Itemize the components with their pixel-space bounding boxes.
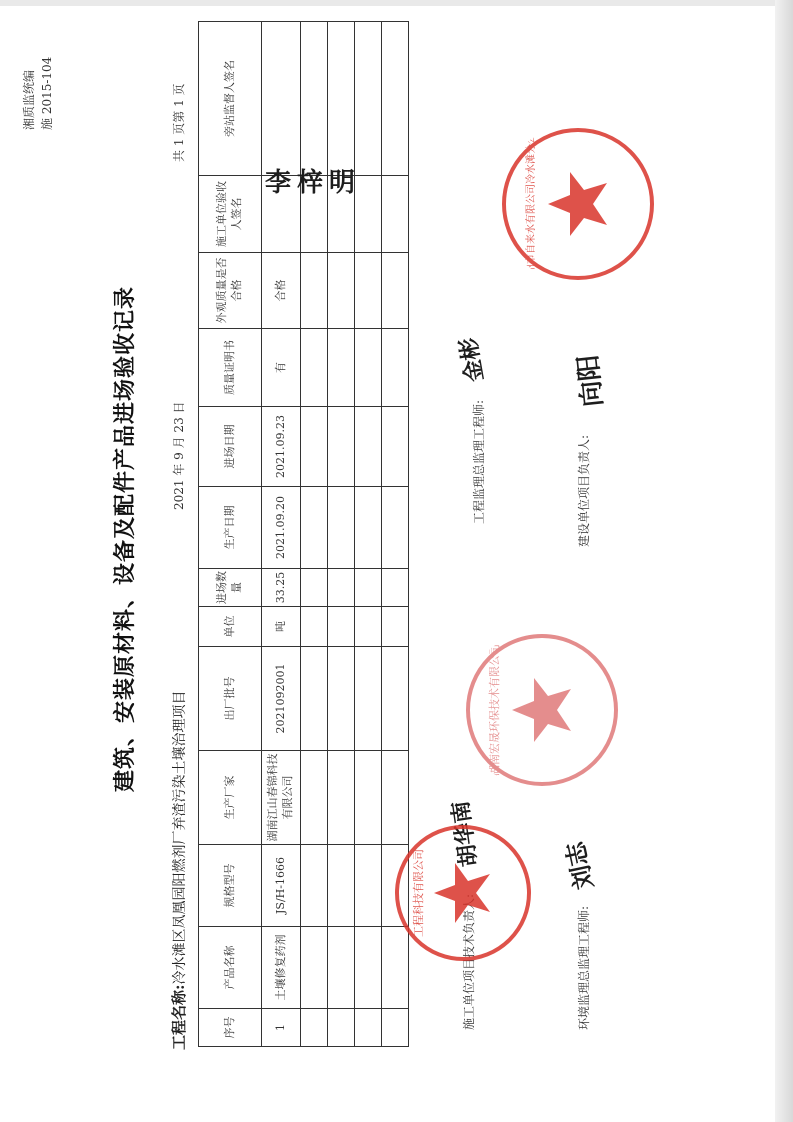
chief-supervisor-label: 工程监理总监理工程师: [472, 399, 486, 524]
header-unit: 单位 [199, 607, 262, 647]
owner-manager-signature: 向阳 [573, 353, 609, 409]
cell-appearance: 合格 [262, 253, 301, 329]
project-label: 工程名称: [170, 984, 188, 1050]
project-name: 冷水滩区凤凰园阳燃剂厂弃渣污染土壤治理项目 [172, 690, 188, 985]
header-entry-date: 进场日期 [199, 407, 262, 487]
stamp-star-icon [548, 172, 607, 236]
chief-supervisor-signature: 金彬 [456, 335, 489, 384]
construction-company-stamp [392, 822, 534, 964]
cell-batch: 2021092001 [262, 647, 301, 751]
form-code-line1: 湘质监统编 [22, 69, 36, 130]
supervisor-signature: 李梓明 [265, 168, 362, 198]
page-info: 共 1 页第 1 页 [172, 83, 186, 162]
header-receiver-signature: 施工单位验收人签名 [199, 176, 262, 253]
page-title: 建筑、安装原材料、设备及配件产品进场验收记录 [112, 285, 138, 792]
cell-quantity: 33.25 [262, 569, 301, 607]
cell-quality-cert: 有 [262, 329, 301, 407]
owner-manager-label: 建设单位项目负责人: [577, 434, 591, 547]
stamp3-text: 永州市自来水有限公司冷水滩分公司 [526, 124, 537, 284]
record-date: 2021 年 9 月 23 日 [172, 401, 186, 510]
form-code-line2: 施 2015-104 [40, 56, 54, 130]
header-model: 规格型号 [199, 845, 262, 927]
cell-production-date: 2021.09.20 [262, 487, 301, 569]
construction-manager-label: 施工单位项目技术负责人: [462, 893, 476, 1030]
cell-supervisor-signature [262, 22, 301, 176]
project-name-row [168, 690, 189, 1050]
cell-seq: 1 [262, 1009, 301, 1047]
table-header-row [199, 22, 262, 1047]
cell-model: JS/H-1666 [262, 845, 301, 927]
header-batch: 出厂批号 [199, 647, 262, 751]
cell-unit: 吨 [262, 607, 301, 647]
header-supervisor-signature: 旁站监督人签名 [199, 22, 262, 176]
stamp2-text: 湖南宏晟环保技术有限公司 [488, 644, 501, 776]
stamp-star-icon [434, 863, 490, 923]
header-production-date: 生产日期 [199, 487, 262, 569]
cell-product-name: 土壤修复药剂 [262, 927, 301, 1009]
header-quantity: 进场数量 [199, 569, 262, 607]
header-product-name: 产品名称 [199, 927, 262, 1009]
env-supervisor-signature: 刘志 [561, 839, 599, 892]
stamp1-text: 工程科技有限公司 [412, 849, 425, 937]
env-company-stamp [462, 630, 622, 790]
water-company-stamp [498, 124, 658, 284]
header-seq: 序号 [199, 1009, 262, 1047]
construction-manager-signature: 胡华南 [448, 799, 483, 869]
header-quality-cert: 质量证明书 [199, 329, 262, 407]
stamp-star-icon [512, 678, 571, 742]
cell-manufacturer: 湖南江山春锦科技有限公司 [262, 751, 301, 845]
header-manufacturer: 生产厂家 [199, 751, 262, 845]
env-supervisor-label: 环境监理总监理工程师: [577, 905, 591, 1030]
cell-entry-date: 2021.09.23 [262, 407, 301, 487]
header-appearance: 外观质量是否合格 [199, 253, 262, 329]
